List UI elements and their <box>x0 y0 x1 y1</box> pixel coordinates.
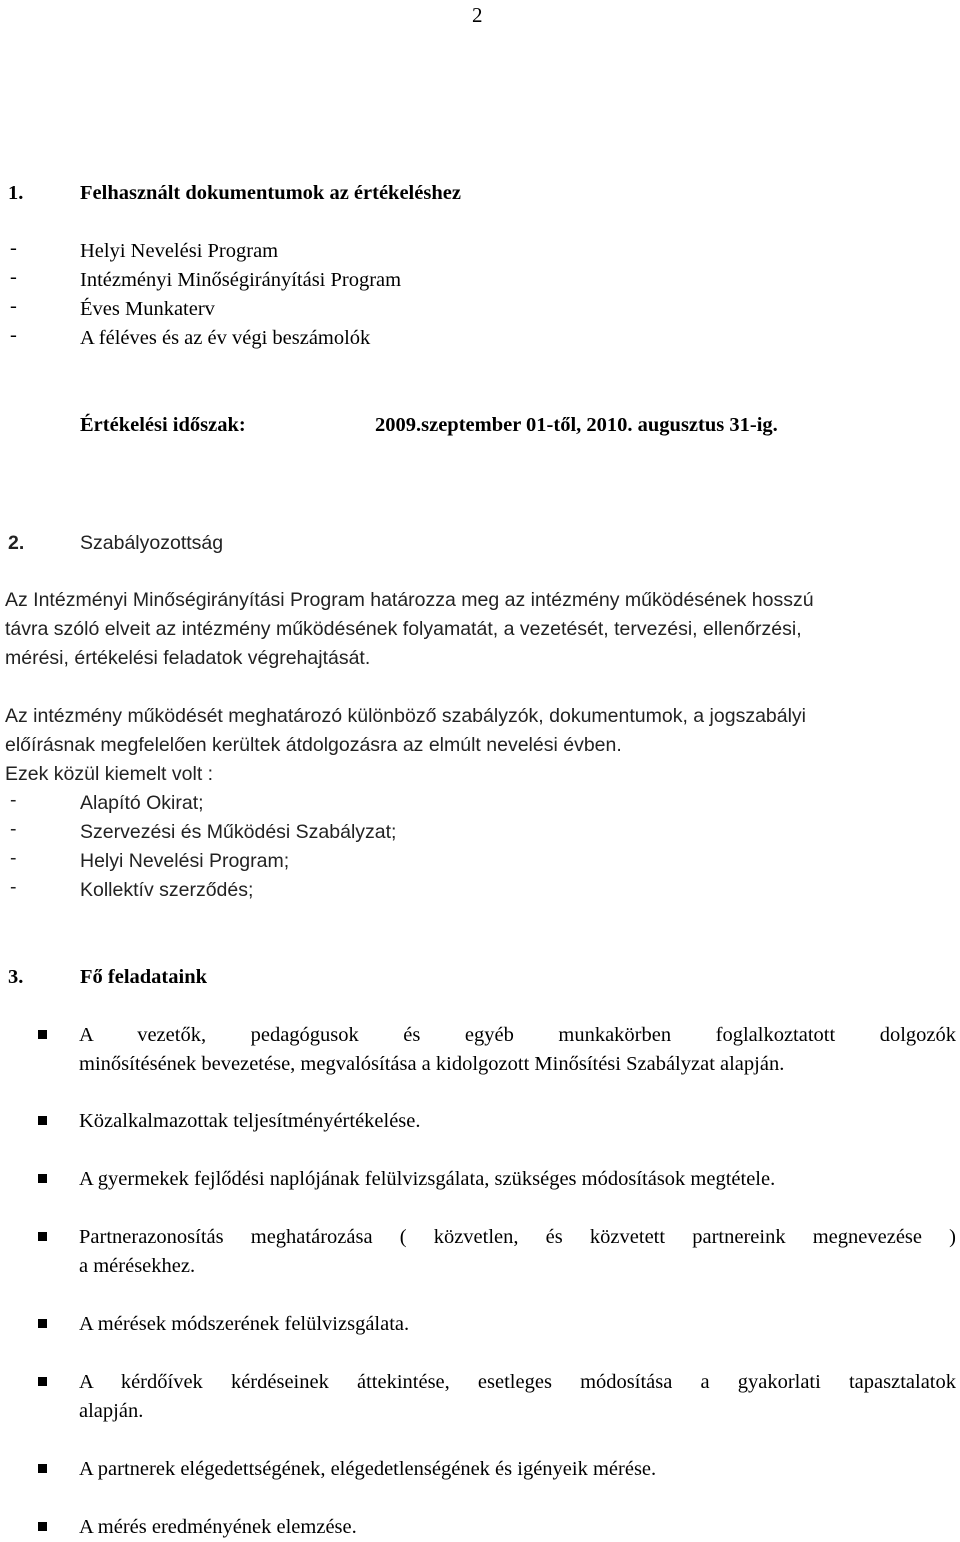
square-bullet-icon <box>38 1377 47 1386</box>
section-1-title: Felhasznált dokumentumok az értékeléshez <box>80 182 461 204</box>
paragraph-line: Az intézmény működését meghatározó különböző szabályzók, dokumentumok, a jogszabályi <box>5 705 807 727</box>
square-bullet-icon <box>38 1030 47 1039</box>
section-2-title: Szabályozottság <box>80 532 224 554</box>
section-3-number: 3. <box>8 966 24 988</box>
bullet-line: Közalkalmazottak teljesítményértékelése. <box>79 1110 421 1132</box>
paragraph-line: távra szóló elveit az intézmény működésének folyamatát, a vezetését, tervezési, ellenőrzési, <box>5 618 802 640</box>
period-value: 2009.szeptember 01-től, 2010. augusztus 31-ig. <box>375 414 778 436</box>
list-item-text: Intézményi Minőségirányítási Program <box>80 269 402 291</box>
list-item-text: Helyi Nevelési Program <box>80 240 279 262</box>
bullet-item <box>38 1310 956 1339</box>
bullet-line: A gyermekek fejlődési naplójának felülvizsgálata, szükséges módosítások megtétele. <box>79 1168 776 1190</box>
bullet-line: A kérdőívek kérdéseinek áttekintése, esetleges módosítása a gyakorlati tapasztalatok <box>79 1371 956 1393</box>
paragraph <box>5 586 955 673</box>
bullet-item <box>38 1021 956 1079</box>
square-bullet-icon <box>38 1319 47 1328</box>
list-item-text: Éves Munkaterv <box>80 298 215 320</box>
section-3-title: Fő feladataink <box>80 966 207 988</box>
bullet-item <box>38 1368 956 1426</box>
square-bullet-icon <box>38 1174 47 1183</box>
line-text: Az Intézményi Minőségirányítási Program határozza meg az intézmény működésének hosszú <box>5 589 814 611</box>
bullet-text <box>79 1165 956 1194</box>
list-item-text: Alapító Okirat; <box>80 792 204 814</box>
page-number: 2 <box>472 3 483 27</box>
bullet-text <box>79 1310 956 1339</box>
bullet-text <box>79 1107 956 1136</box>
square-bullet-icon <box>38 1116 47 1125</box>
bullet-item <box>38 1223 956 1281</box>
paragraph-line: Ezek közül kiemelt volt : <box>5 763 214 785</box>
square-bullet-icon <box>38 1464 47 1473</box>
bullet-line: A partnerek elégedettségének, elégedetlenségének és igényeik mérése. <box>79 1458 657 1480</box>
bullet-item <box>38 1165 956 1194</box>
bullet-text <box>79 1455 956 1484</box>
list-item-text: A féléves és az év végi beszámolók <box>80 327 371 349</box>
bullet-line: alapján. <box>79 1400 144 1422</box>
bullet-item <box>38 1455 956 1484</box>
bullet-line: a mérésekhez. <box>79 1255 196 1277</box>
list-item-text: Helyi Nevelési Program; <box>80 850 290 872</box>
list-item-text: Szervezési és Működési Szabályzat; <box>80 821 397 843</box>
paragraph-line: előírásnak megfelelően kerültek átdolgozásra az elmúlt nevelési évben. <box>5 734 622 756</box>
bullet-line: minősítésének bevezetése, megvalósítása a kidolgozott Minősítési Szabályzat alapján. <box>79 1053 785 1075</box>
paragraph <box>5 702 955 789</box>
bullet-line: A vezetők, pedagógusok és egyéb munkakörben foglalkoztatott dolgozók <box>79 1024 956 1046</box>
bullet-text <box>79 1223 956 1281</box>
bullet-line: A mérések módszerének felülvizsgálata. <box>79 1313 410 1335</box>
bullet-text <box>79 1368 956 1426</box>
bullet-item <box>38 1107 956 1136</box>
paragraph-line <box>5 586 955 615</box>
section-2-number: 2. <box>8 532 25 554</box>
bullet-text <box>79 1021 956 1079</box>
section-1-number: 1. <box>8 182 24 204</box>
paragraph-line: mérési, értékelési feladatok végrehajtását. <box>5 647 371 669</box>
bullet-line: Partnerazonosítás meghatározása ( közvetlen, és közvetett partnereink megnevezése ) <box>79 1226 956 1248</box>
bullet-text <box>79 1513 956 1542</box>
bullet-item <box>38 1513 956 1542</box>
period-label: Értékelési időszak: <box>80 414 246 436</box>
list-item-text: Kollektív szerződés; <box>80 879 254 901</box>
bullet-line: A mérés eredményének elemzése. <box>79 1516 357 1538</box>
square-bullet-icon <box>38 1232 47 1241</box>
square-bullet-icon <box>38 1522 47 1531</box>
